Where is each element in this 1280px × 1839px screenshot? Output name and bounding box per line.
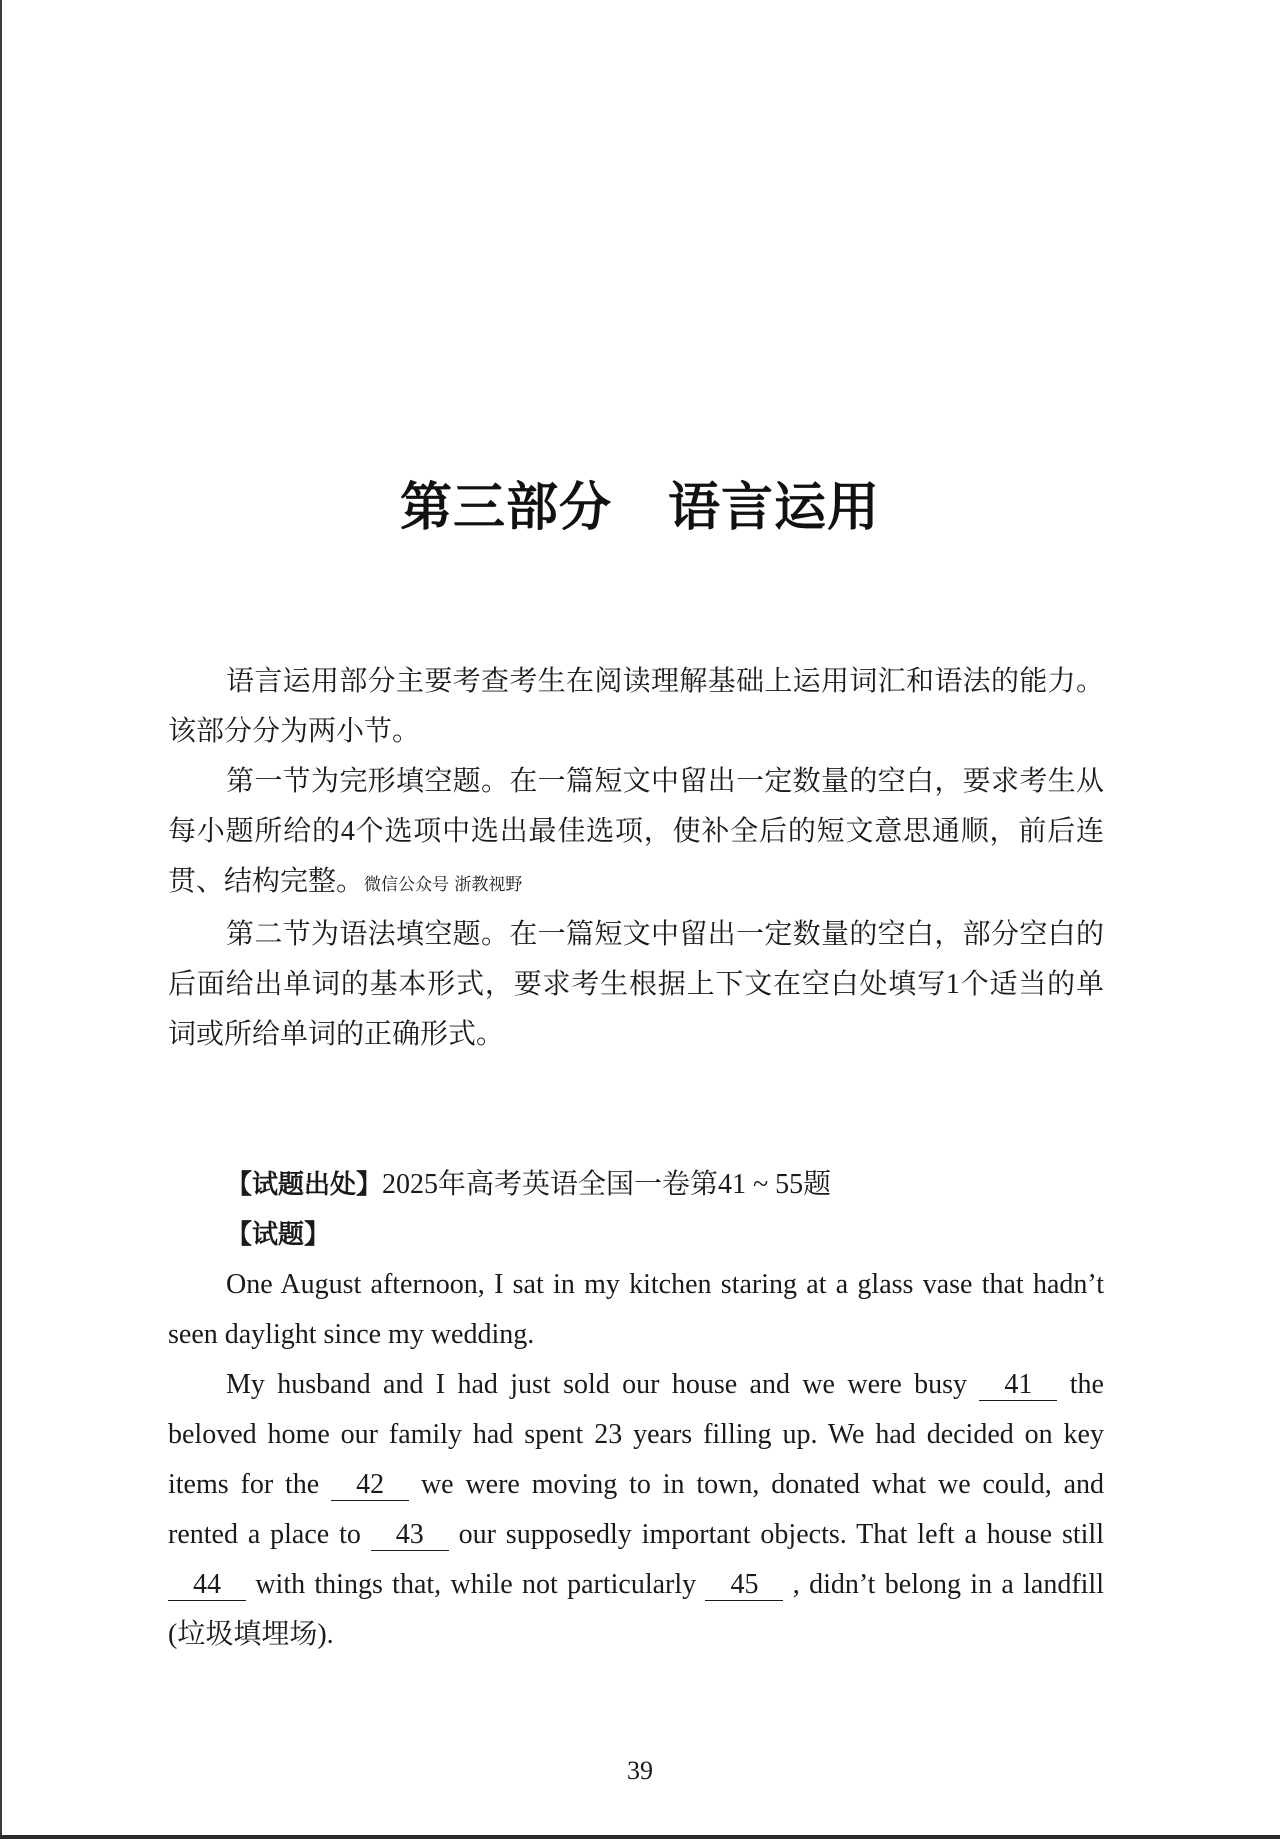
passage-text: , didn’t belong in a landfill (垃圾填埋场). bbox=[168, 1569, 1104, 1650]
intro-paragraph-3: 第二节为语法填空题。在一篇短文中留出一定数量的空白，部分空白的后面给出单词的基本形式，要求考生根据上下文在空白处填写1个适当的单词或所给单词的正确形式。 bbox=[168, 919, 1104, 1050]
blank-45: 45 bbox=[705, 1570, 783, 1601]
wechat-watermark: 微信公众号 浙教视野 bbox=[364, 875, 523, 895]
passage-text: we were moving to in town, donated what we could, and rented a place to bbox=[168, 1469, 1104, 1550]
page-number: 39 bbox=[627, 1756, 653, 1785]
passage-paragraph-1: One August afternoon, I sat in my kitchen staring at a glass vase that hadn’t seen daylight since my wedding. bbox=[168, 1269, 1104, 1350]
blank-44: 44 bbox=[168, 1570, 246, 1601]
page-left-edge bbox=[0, 0, 2, 1839]
page-bottom-edge bbox=[0, 1835, 1280, 1839]
exam-source-label: 【试题出处】 bbox=[226, 1170, 383, 1200]
intro-paragraph-2-text: 第一节为完形填空题。在一篇短文中留出一定数量的空白，要求考生从每小题所给的4个选项中选出最佳选项，使补全后的短文意思通顺，前后连贯、结构完整。 bbox=[168, 766, 1104, 897]
intro-section bbox=[168, 657, 1104, 1060]
blank-42: 42 bbox=[331, 1470, 409, 1501]
passage-text: with things that, while not particularly bbox=[246, 1569, 706, 1600]
blank-43: 43 bbox=[371, 1520, 449, 1551]
passage-text: My husband and I had just sold our house and we were busy bbox=[226, 1369, 980, 1400]
part-title-sub: 语言运用 bbox=[668, 477, 881, 538]
part-title-main: 第三部分 bbox=[399, 477, 612, 538]
intro-paragraph-1: 语言运用部分主要考查考生在阅读理解基础上运用词汇和语法的能力。该部分分为两小节。 bbox=[168, 666, 1104, 747]
passage-text: our supposedly important objects. That left a house still bbox=[448, 1519, 1104, 1550]
blank-41: 41 bbox=[979, 1370, 1057, 1401]
exam-question-line bbox=[168, 1210, 1104, 1260]
exam-source-line bbox=[168, 1160, 1104, 1210]
passage-paragraph-2 bbox=[168, 1360, 1104, 1660]
exam-section bbox=[168, 1160, 1104, 1660]
exam-question-label: 【试题】 bbox=[226, 1220, 331, 1250]
exam-source-text: 2025年高考英语全国一卷第41 ~ 55题 bbox=[382, 1169, 832, 1200]
intro-paragraph-2 bbox=[168, 757, 1104, 910]
part-title bbox=[0, 465, 1280, 540]
passage-text: the beloved home our family had spent 23 years filling up. We had decided on key items for the bbox=[168, 1369, 1104, 1500]
